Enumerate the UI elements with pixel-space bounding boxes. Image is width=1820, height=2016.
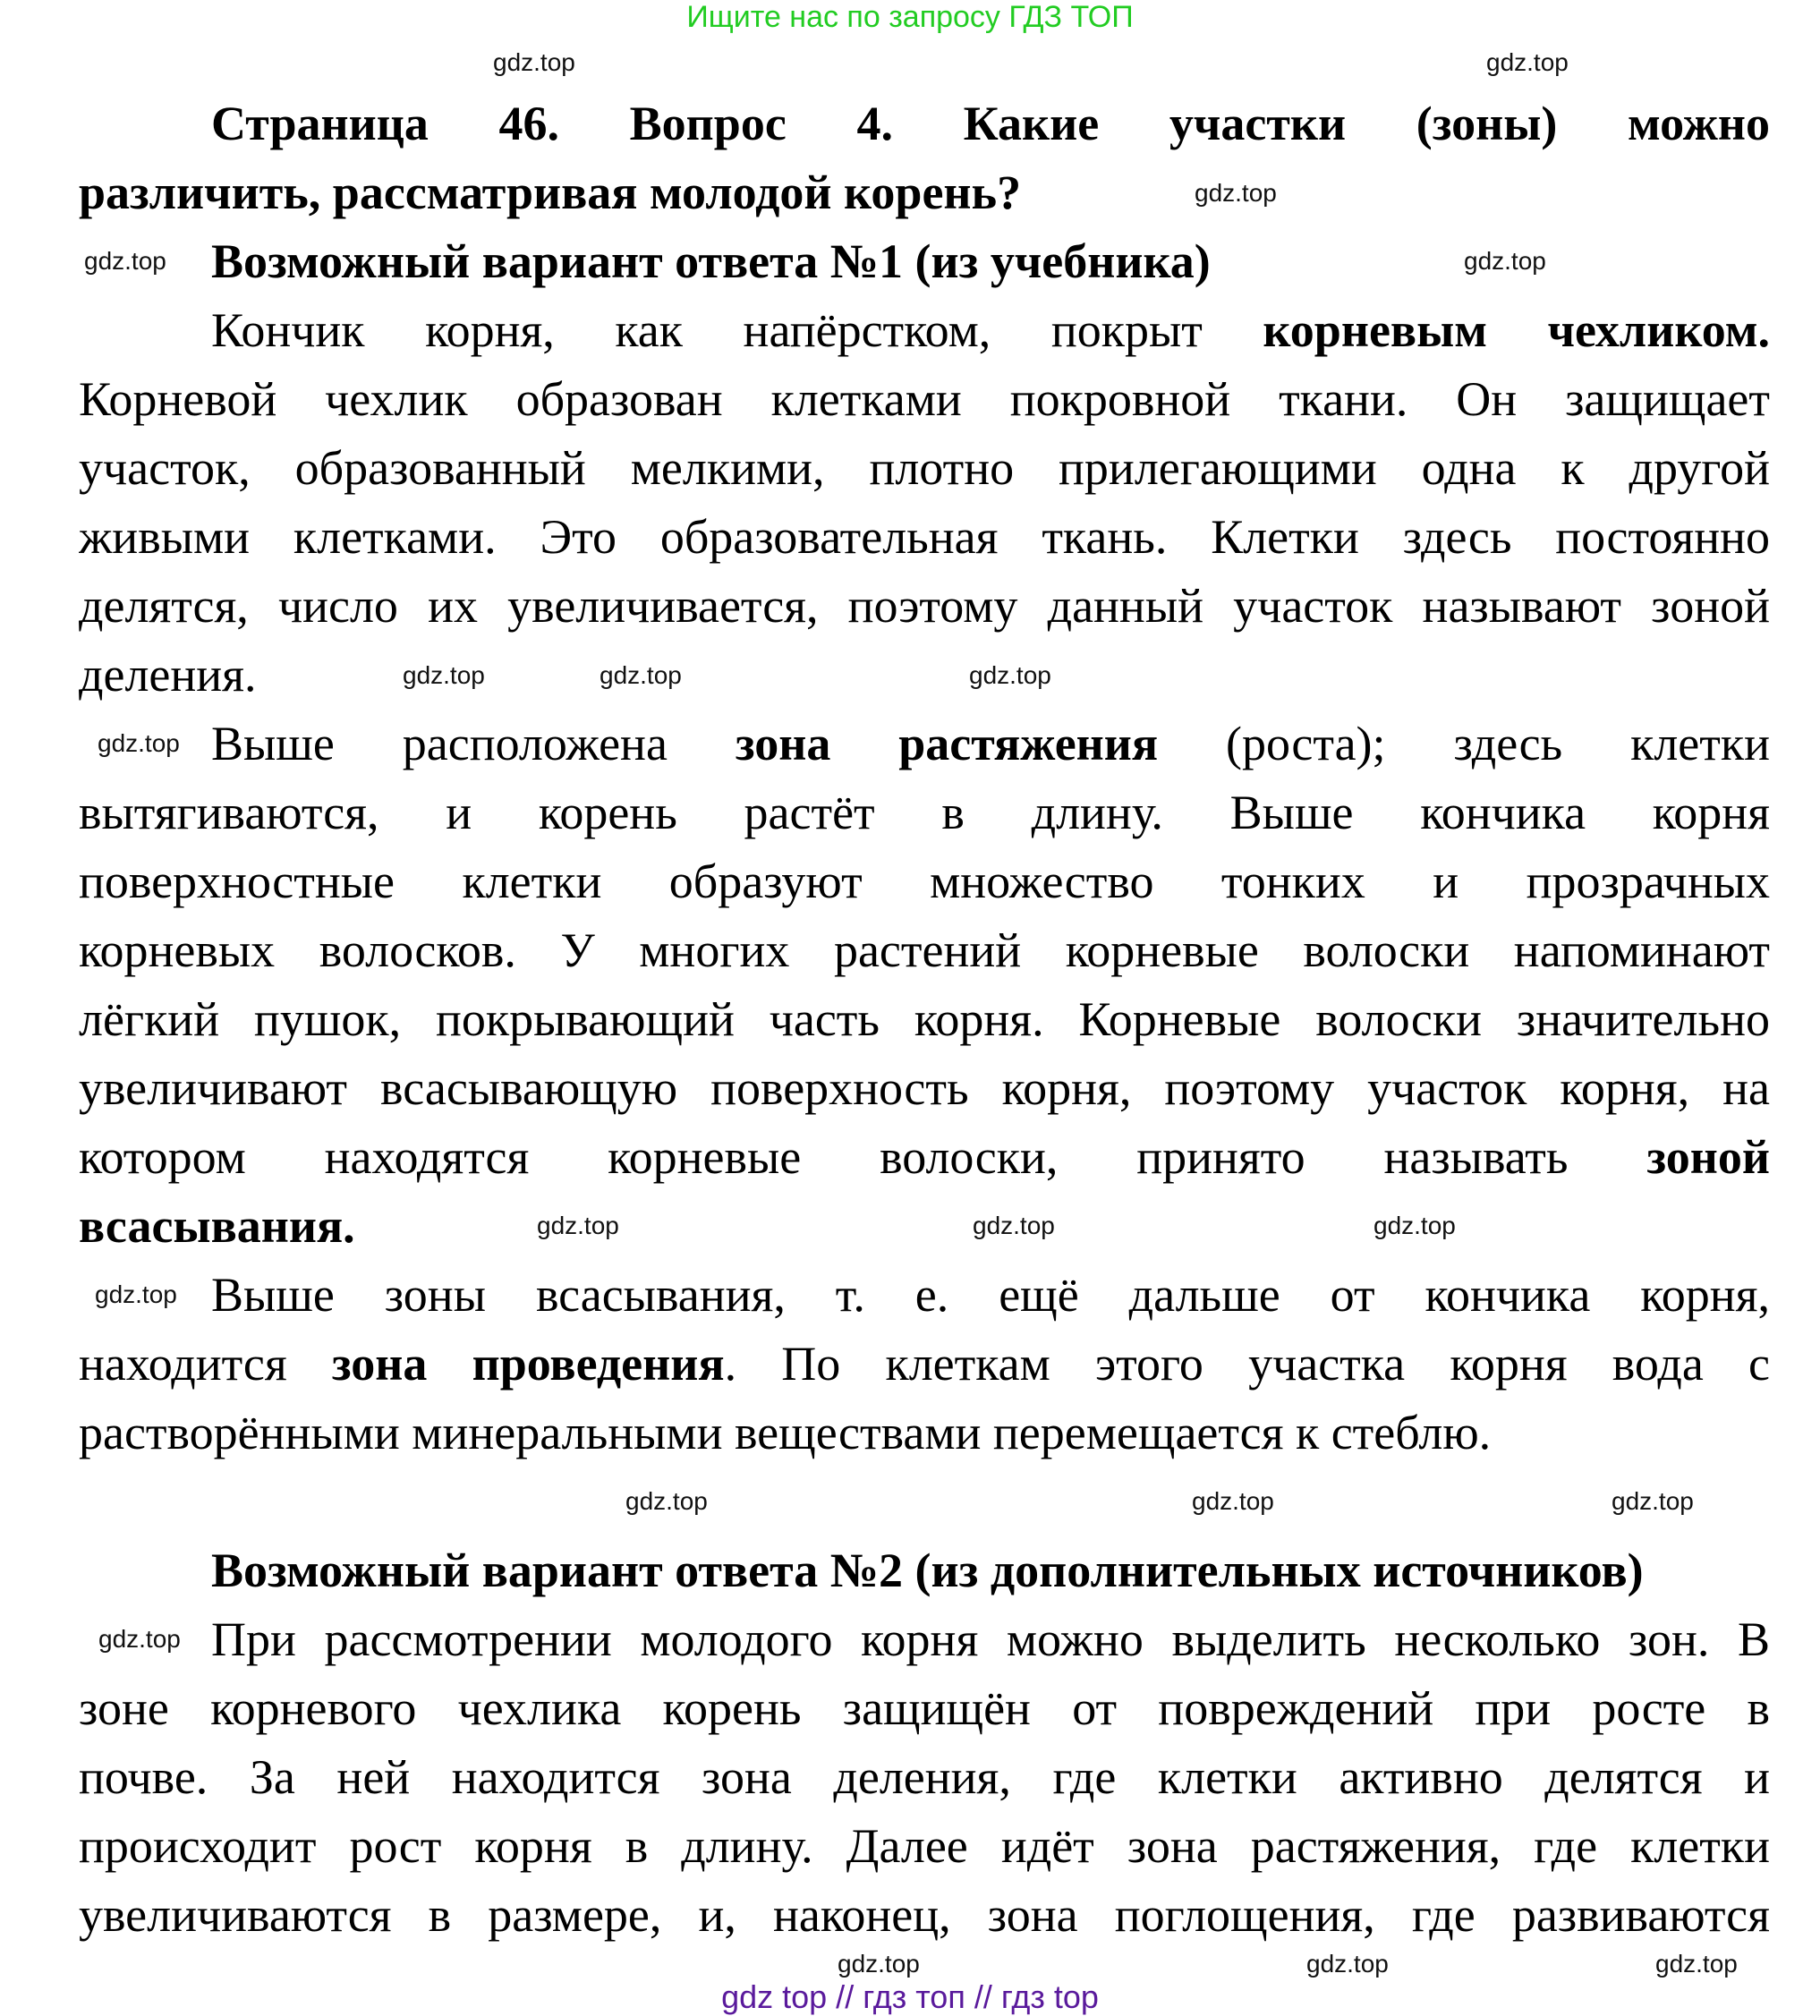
watermark: gdz.top bbox=[1486, 48, 1569, 76]
paragraph-line bbox=[79, 1881, 1770, 1950]
text-run: корневых волосков. У многих растений корневые волоски напоминают bbox=[79, 923, 1770, 977]
text-run: (роста); здесь клетки bbox=[1158, 717, 1770, 770]
watermark: gdz.top bbox=[625, 1487, 708, 1515]
answer2-heading-block bbox=[79, 1467, 1770, 1605]
p2-block bbox=[79, 710, 1770, 1261]
watermark: gdz.top bbox=[1306, 1950, 1389, 1978]
text-run: происходит рост корня в длину. Далее идёт зона растяжения, где клетки bbox=[79, 1819, 1770, 1873]
footer-banner: gdz top // гдз топ // гдз top bbox=[721, 1978, 1099, 2015]
watermark: gdz.top bbox=[493, 48, 575, 76]
bold-term: корневым чехликом. bbox=[1263, 303, 1770, 357]
watermark: gdz.top bbox=[1612, 1487, 1694, 1515]
text-run: деления. bbox=[79, 648, 257, 702]
text-run: Выше зоны всасывания, т. е. ещё дальше от кончика корня, bbox=[211, 1268, 1770, 1322]
question-block bbox=[79, 89, 1770, 227]
text-run: живыми клетками. Это образовательная ткань. Клетки здесь постоянно bbox=[79, 510, 1770, 564]
text-run: находится bbox=[79, 1337, 332, 1391]
text-run: делятся, число их увеличивается, поэтому данный участок называют зоной bbox=[79, 579, 1770, 633]
paragraph-line bbox=[79, 572, 1770, 641]
text-run: Кончик корня, как напёрстком, покрыт bbox=[211, 303, 1263, 357]
text-run: котором находятся корневые волоски, принято называть bbox=[79, 1130, 1647, 1184]
text-run: . По клеткам этого участка корня вода с bbox=[724, 1337, 1770, 1391]
watermark: gdz.top bbox=[98, 729, 180, 757]
paragraph-line bbox=[79, 1123, 1770, 1192]
paragraph-line bbox=[79, 847, 1770, 916]
paragraph-line bbox=[79, 1330, 1770, 1399]
paragraph-line bbox=[79, 1743, 1770, 1812]
paragraph-line bbox=[79, 1054, 1770, 1123]
paragraph-line bbox=[79, 365, 1770, 434]
text-run: При рассмотрении молодого корня можно выделить несколько зон. В bbox=[211, 1612, 1770, 1666]
watermark: gdz.top bbox=[1192, 1487, 1274, 1515]
watermark: gdz.top bbox=[973, 1212, 1055, 1239]
watermark: gdz.top bbox=[1195, 179, 1277, 207]
bold-term: различить, рассматривая молодой корень? bbox=[79, 166, 1022, 219]
text-run: вытягиваются, и корень растёт в длину. Выше кончика корня bbox=[79, 786, 1770, 839]
watermark: gdz.top bbox=[1374, 1212, 1456, 1239]
text-run: Выше расположена bbox=[211, 717, 736, 770]
watermark: gdz.top bbox=[537, 1212, 619, 1239]
paragraph-line bbox=[79, 1812, 1770, 1881]
paragraph-line bbox=[79, 641, 1770, 710]
bold-term: Возможный вариант ответа №1 (из учебника) bbox=[211, 234, 1211, 288]
paragraph-line bbox=[79, 916, 1770, 985]
watermark: gdz.top bbox=[1655, 1950, 1738, 1978]
paragraph-line bbox=[79, 985, 1770, 1054]
blank-line bbox=[79, 1467, 1770, 1536]
watermark: gdz.top bbox=[969, 661, 1051, 689]
text-run: увеличиваются в размере, и, наконец, зона поглощения, где развиваются bbox=[79, 1888, 1770, 1942]
watermark: gdz.top bbox=[1464, 247, 1546, 275]
paragraph-line bbox=[79, 434, 1770, 503]
text-run: зоне корневого чехлика корень защищён от повреждений при росте в bbox=[79, 1681, 1770, 1735]
watermark: gdz.top bbox=[403, 661, 485, 689]
paragraph-line bbox=[79, 1674, 1770, 1743]
text-run: лёгкий пушок, покрывающий часть корня. Корневые волоски значительно bbox=[79, 992, 1770, 1046]
search-banner: Ищите нас по запросу ГДЗ ТОП bbox=[686, 0, 1134, 34]
text-run: увеличивают всасывающую поверхность корня, поэтому участок корня, на bbox=[79, 1061, 1770, 1115]
watermark: gdz.top bbox=[95, 1280, 177, 1308]
text-run: участок, образованный мелкими, плотно прилегающими одна к другой bbox=[79, 441, 1770, 495]
bold-term: зона проведения bbox=[331, 1337, 725, 1391]
document-body bbox=[79, 89, 1770, 1950]
watermark: gdz.top bbox=[98, 1625, 181, 1653]
title-line bbox=[79, 158, 1770, 227]
p1-block bbox=[79, 296, 1770, 710]
title-line bbox=[79, 89, 1770, 158]
paragraph-line bbox=[79, 1192, 1770, 1261]
bold-term: зона растяжения bbox=[735, 717, 1159, 770]
p4-block bbox=[79, 1605, 1770, 1950]
paragraph-line bbox=[79, 778, 1770, 847]
paragraph-line bbox=[79, 1399, 1770, 1467]
bold-term: Страница 46. Вопрос 4. Какие участки (зоны) можно bbox=[211, 97, 1770, 150]
watermark: gdz.top bbox=[838, 1950, 920, 1978]
text-run: Корневой чехлик образован клетками покровной ткани. Он защищает bbox=[79, 372, 1770, 426]
text-run: почве. За ней находится зона деления, где клетки активно делятся и bbox=[79, 1750, 1770, 1804]
paragraph-line bbox=[79, 1605, 1770, 1674]
bold-term: Возможный вариант ответа №2 (из дополнительных источников) bbox=[211, 1544, 1644, 1597]
p3-block bbox=[79, 1261, 1770, 1467]
paragraph-line bbox=[79, 296, 1770, 365]
paragraph-line bbox=[79, 503, 1770, 572]
paragraph-line bbox=[79, 1261, 1770, 1330]
watermark: gdz.top bbox=[600, 661, 682, 689]
text-run: поверхностные клетки образуют множество тонких и прозрачных bbox=[79, 855, 1770, 908]
text-run: растворёнными минеральными веществами перемещается к стеблю. bbox=[79, 1406, 1492, 1459]
bold-term: зоной bbox=[1646, 1130, 1770, 1184]
watermark: gdz.top bbox=[84, 247, 166, 275]
paragraph-line bbox=[79, 710, 1770, 778]
heading-line bbox=[79, 1536, 1770, 1605]
bold-term: всасывания. bbox=[79, 1199, 355, 1253]
